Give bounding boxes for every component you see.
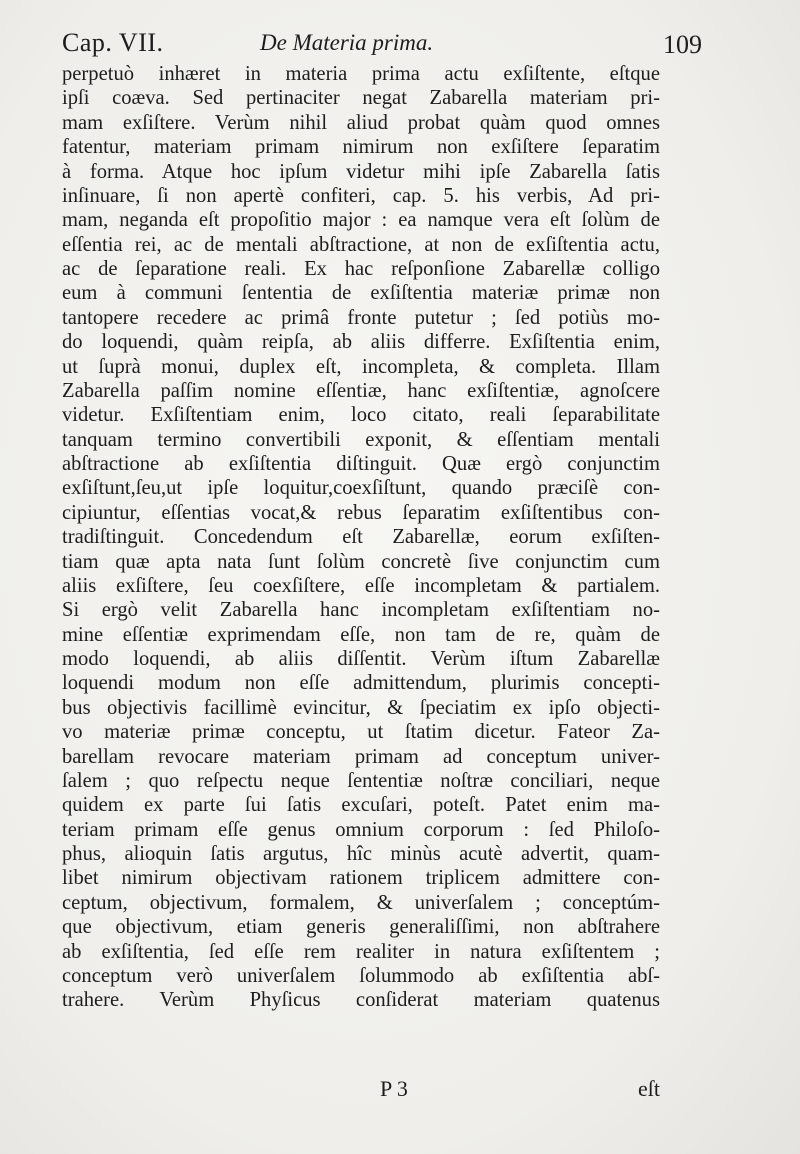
text-line: abſtractione ab exſiſtentia diſtinguit. Quæ ergò conjunctim	[62, 453, 660, 475]
text-line: fatentur, materiam primam nimirum non exſiſtere ſeparatim	[62, 136, 660, 159]
text-line: tanquam termino convertibili exponit, & eſſentiam mentali	[62, 428, 660, 451]
text-line: eum à communi ſententia de exſiſtentia materiæ primæ non	[62, 282, 660, 305]
text-line: ceptum, objectivum, formalem, & univerſalem ; conceptúm-	[62, 891, 660, 914]
running-title: De Materia prima.	[260, 30, 434, 55]
page-footer	[62, 1076, 660, 1106]
text-line: ac de ſeparatione reali. Ex hac reſponſione Zabarellæ colligo	[62, 258, 660, 280]
text-line: do loquendi, quàm reipſa, ab aliis differre. Exſiſtentia enim,	[62, 331, 660, 354]
text-line: quidem ex parte ſui ſatis excuſari, poteſt. Patet enim ma-	[62, 794, 660, 817]
text-line: aliis exſiſtere, ſeu coexſiſtere, eſſe incompletam & partialem.	[62, 574, 660, 597]
text-line: libet nimirum objectivam rationem triplicem admittere con-	[62, 867, 660, 890]
text-line: tradiſtinguit. Concedendum eſt Zabarellæ, eorum exſiſten-	[62, 526, 660, 549]
text-line: ſalem ; quo reſpectu neque ſententiæ noſtræ conciliari, neque	[62, 769, 660, 792]
text-line: modo loquendi, ab aliis diſſentit. Verùm iſtum Zabarellæ	[62, 648, 660, 670]
text-line: phus, alioquin ſatis argutus, hîc minùs acutè advertit, quam-	[62, 843, 660, 865]
body-text	[62, 62, 660, 1013]
text-line: inſinuare, ſi non apertè confiteri, cap. 5. his verbis, Ad pri-	[62, 184, 660, 207]
text-line: mam exſiſtere. Verùm nihil aliud probat quàm quod omnes	[62, 111, 660, 134]
text-line: Si ergò velit Zabarella hanc incompletam exſiſtentiam no-	[62, 599, 660, 622]
text-line: perpetuò inhæret in materia prima actu exſiſtente, eſtque	[62, 63, 660, 85]
text-line: teriam primam eſſe genus omnium corporum : ſed Philoſo-	[62, 818, 660, 841]
text-line: conceptum verò univerſalem ſolummodo ab exſiſtentia abſ-	[62, 964, 660, 987]
text-line: cipiuntur, eſſentias vocat,& rebus ſeparatim exſiſtentibus con-	[62, 501, 660, 524]
text-line: bus objectivis facillimè evincitur, & ſpeciatim ex ipſo objecti-	[62, 696, 660, 719]
text-line: ut ſuprà monui, duplex eſt, incompleta, & completa. Illam	[62, 355, 660, 378]
text-line: mine eſſentiæ exprimendam eſſe, non tam de re, quàm de	[62, 623, 660, 646]
catchword: eſt	[638, 1076, 660, 1101]
text-line: exſiſtunt,ſeu,ut ipſe loquitur,coexſiſtunt, quando præciſè con-	[62, 477, 660, 500]
text-line: que objectivum, etiam generis generaliſſimi, non abſtrahere	[62, 916, 660, 939]
text-line: vo materiæ primæ conceptu, ut ſtatim dicetur. Fateor Za-	[62, 721, 660, 744]
text-line: trahere. Verùm Phyſicus conſiderat materiam quatenus	[62, 989, 660, 1012]
chapter-label: Cap. VII.	[62, 28, 164, 57]
page-number: 109	[663, 30, 702, 59]
text-line: barellam revocare materiam primam ad conceptum univer-	[62, 745, 660, 768]
text-line: mam, neganda eſt propoſitio major : ea namque vera eſt ſolùm de	[62, 209, 660, 232]
text-line: tantopere recedere ac primâ fronte putetur ; ſed potiùs mo-	[62, 306, 660, 329]
text-line: Zabarella paſſim nomine eſſentiæ, hanc exſiſtentiæ, agnoſcere	[62, 379, 660, 402]
text-line: loquendi modum non eſſe admittendum, plurimis concepti-	[62, 672, 660, 695]
text-line: eſſentia rei, ac de mentali abſtractione, at non de exſiſtentia actu,	[62, 233, 660, 256]
text-line: ab exſiſtentia, ſed eſſe rem realiter in natura exſiſtentem ;	[62, 940, 660, 963]
signature-mark: P 3	[380, 1076, 408, 1101]
text-line: ipſi coæva. Sed pertinaciter negat Zabarella materiam pri-	[62, 87, 660, 110]
text-line: tiam quæ apta nata ſunt ſolùm concretè ſive conjunctim cum	[62, 550, 660, 573]
text-line: videtur. Exſiſtentiam enim, loco citato, reali ſeparabilitate	[62, 404, 660, 427]
text-line: à forma. Atque hoc ipſum videtur mihi ipſe Zabarella ſatis	[62, 160, 660, 183]
